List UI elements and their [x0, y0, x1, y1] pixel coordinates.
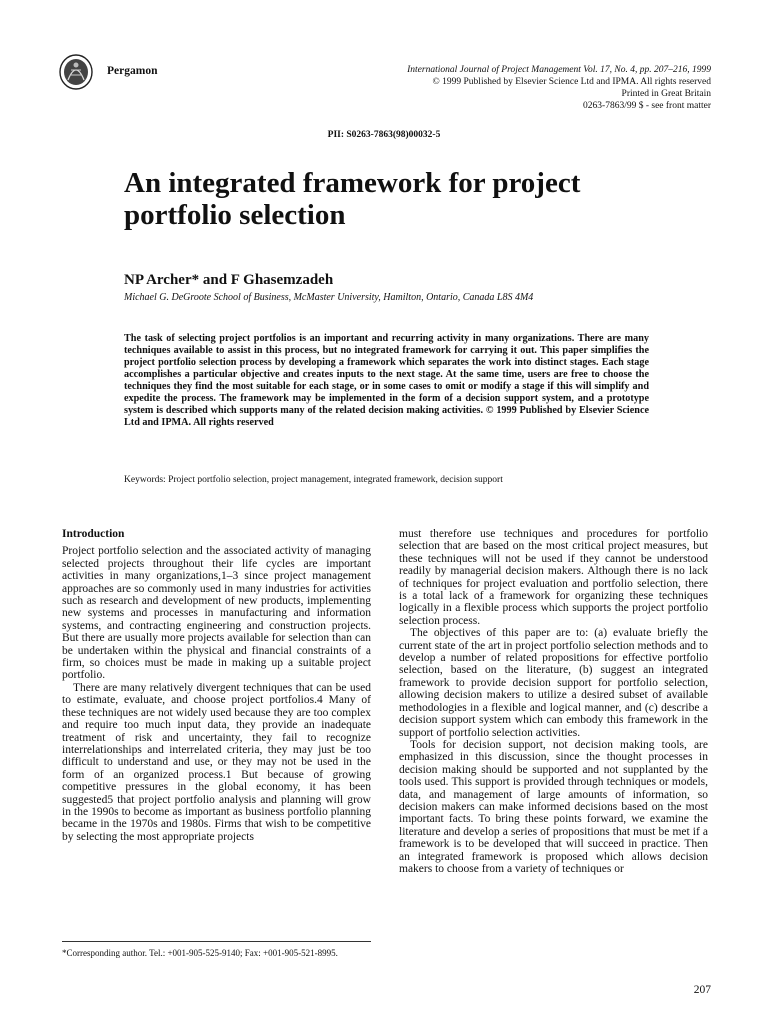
footnote-rule — [62, 941, 371, 942]
keywords: Keywords: Project portfolio selection, project management, integrated framework, decision support — [124, 475, 503, 485]
printed-line: Printed in Great Britain — [621, 89, 711, 99]
section-heading-introduction: Introduction — [62, 528, 125, 540]
publisher-name: Pergamon — [107, 65, 158, 77]
pii-identifier: PII: S0263-7863(98)00032-5 — [327, 130, 441, 140]
intro-paragraph-3: must therefore use techniques and procedures for portfolio selection that are based on the most critical project measures, but these techniques will not be used if they cannot be understood readily by managerial decision makers. Although there is no lack of techniques for project evaluation and portfolio selection, there is a total lack of a framework for organizing these techniques logically in a flexible process which supports the project portfolio selection process. — [399, 528, 708, 627]
title-line-1: An integrated framework for project — [124, 167, 581, 199]
abstract: The task of selecting project portfolios is an important and recurring activity in many organizations. There are many techniques available to assist in this process, but no integrated framework for carrying it out. This paper simplifies the project portfolio selection process by developing a framework which separates the work into distinct stages. Each stage accomplishes a particular objective and creates inputs to the next stage. At the same time, users are free to choose the techniques they find the most suitable for each stage, or in some cases to omit or modify a stage if this will simplify and expedite the process. The framework may be implemented in the form of a decision support system, and a prototype system is described which supports many of the related decision making activities. © 1999 Published by Elsevier Science Ltd and IPMA. All rights reserved — [124, 333, 649, 428]
intro-paragraph-1: Project portfolio selection and the associated activity of managing selected projects throughout their life cycles are important activities in many organizations,1–3 since project management approaches are so commonly used in many industries for activities such as research and development of new products, implementing new systems and processes in manufacturing and information systems, and contracting engineering and construction projects. But there are usually more projects available for selection than can be undertaken within the physical and financial constraints of a firm, so choices must be made in making up a suitable project portfolio. — [62, 545, 371, 682]
paper-title — [124, 167, 684, 231]
right-column — [399, 528, 708, 875]
authors: NP Archer* and F Ghasemzadeh — [124, 272, 334, 288]
page-number: 207 — [693, 984, 711, 996]
affiliation: Michael G. DeGroote School of Business, McMaster University, Hamilton, Ontario, Canada L8S 4M4 — [124, 292, 534, 303]
journal-citation: International Journal of Project Management Vol. 17, No. 4, pp. 207–216, 1999 — [407, 65, 711, 75]
issn-line: 0263-7863/99 $ - see front matter — [583, 101, 711, 111]
title-line-2: portfolio selection — [124, 199, 346, 231]
left-column — [62, 528, 371, 843]
corresponding-author-footnote: *Corresponding author. Tel.: +001-905-525-9140; Fax: +001-905-521-8995. — [62, 948, 338, 958]
intro-paragraph-4: The objectives of this paper are to: (a) evaluate briefly the current state of the art in project portfolio selection methods and to develop a number of related propositions for effective portfolio selection, based on the literature, (b) suggest an integrated framework to provide decision support for portfolio selection, allowing decision makers to utilize a desired subset of available methodologies in a flexible and logical manner, and (c) describe a decision support system which can embody this framework in the support of portfolio selection activities. — [399, 627, 708, 739]
publisher-logo — [58, 52, 104, 92]
intro-paragraph-2: There are many relatively divergent techniques that can be used to estimate, evaluate, and choose project portfolios.4 Many of these techniques are not widely used because they are too complex and require too much input data, they provide an inadequate treatment of risk and uncertainty, they fail to recognize interrelationships and interrelated criteria, they may just be too difficult to understand and use, or they may not be used in the form of an organized process.1 But because of growing competitive pressures in the global economy, it has been suggested5 that project portfolio analysis and planning will grow in the 1990s to become as important as business portfolio planning became in the 1970s and 1980s. Firms that wish to be competitive by selecting the most appropriate projects — [62, 681, 371, 843]
intro-paragraph-5: Tools for decision support, not decision making tools, are emphasized in this discussion, since the thought processes in decision making should be supported and not supplanted by the tools used. This support is provided through techniques or models, data, and management of large amounts of information, so decision makers can make informed decisions based on the most important facts. To bring these points forward, we examine the literature and develop a series of propositions that must be met if a framework is to be developed that will succeed in practice. Then an integrated framework is proposed which allows decision makers to choose from a variety of techniques or — [399, 738, 708, 875]
copyright-line: © 1999 Published by Elsevier Science Ltd and IPMA. All rights reserved — [432, 77, 711, 87]
